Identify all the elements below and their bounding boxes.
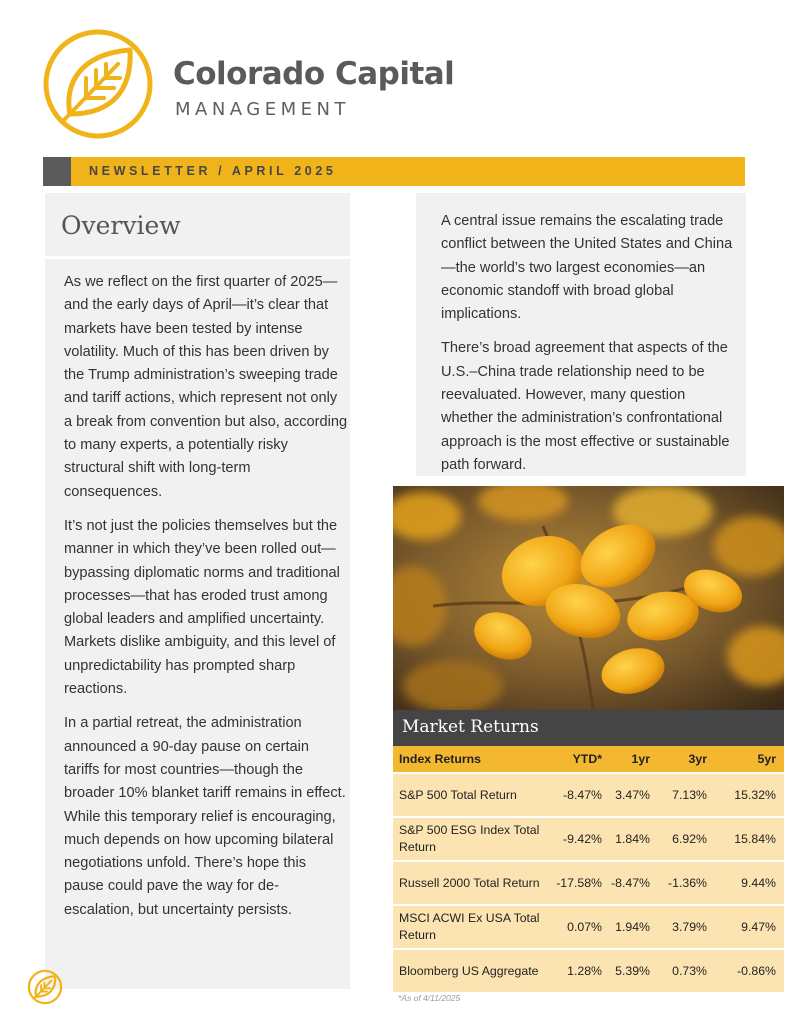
return-value: -9.42% [553,817,610,861]
return-value: 1.28% [553,949,610,993]
index-name: Russell 2000 Total Return [393,861,553,905]
return-value: 0.07% [553,905,610,949]
overview-text [64,271,348,933]
table-row [393,905,784,949]
market-returns-table [393,746,784,994]
return-value: -0.86% [715,949,784,993]
return-value: -8.47% [553,773,610,817]
trade-paragraph: There’s broad agreement that aspects of the U.S.–China trade relationship need to be reevaluated. However, many question whether the administration’s confrontational approach is the most effective or sustainable path forward. [441,340,730,473]
return-value: -8.47% [610,861,658,905]
trade-text [441,210,741,488]
column-header: 5yr [715,746,784,773]
overview-paragraph: In a partial retreat, the administration announced a 90-day pause on certain tariffs for most countries—though the broader 10% blanket tariff remains in effect. While this temporary relief is encouraging, much depends on how upcoming bilateral negotiations unfold. There’s hope this pause could pave the way for de-escalation, but uncertainty persists. [64,715,346,918]
return-value: 3.47% [610,773,658,817]
market-returns-title: Market Returns [402,717,539,737]
index-name: S&P 500 Total Return [393,773,553,817]
leaf-logo-icon [42,28,154,140]
brand-name: Colorado Capital [173,56,455,92]
column-header: 3yr [658,746,715,773]
column-header: YTD* [553,746,610,773]
index-name: S&P 500 ESG Index Total Return [393,817,553,861]
returns-footnote: *As of 4/11/2025 [398,993,461,1003]
return-value: 7.13% [658,773,715,817]
overview-paragraph: It’s not just the policies themselves but the manner in which they’ve been rolled out—bypassing diplomatic norms and traditional processes—that has eroded trust among global leaders and amplified uncertainty. Markets dislike ambiguity, and this level of unpredictability has prompted sharp reactions. [64,517,340,698]
brand-subtitle: MANAGEMENT [175,99,350,120]
table-row [393,861,784,905]
autumn-leaves-photo [393,486,784,710]
table-row [393,773,784,817]
table-row [393,949,784,993]
index-name: MSCI ACWI Ex USA Total Return [393,905,553,949]
newsletter-label: NEWSLETTER / APRIL 2025 [89,164,337,178]
return-value: 15.84% [715,817,784,861]
newsletter-bar-accent [43,157,71,186]
return-value: 3.79% [658,905,715,949]
overview-paragraph: As we reflect on the first quarter of 2025—and the early days of April—it’s clear that markets have been tested by intense volatility. Much of this has been driven by the Trump administration’s sweeping trade and tariff actions, which represent not only a break from convention but also, according to many experts, a potentially risky structural shift with long-term consequences. [64,274,348,500]
return-value: 9.47% [715,905,784,949]
column-header: 1yr [610,746,658,773]
return-value: -1.36% [658,861,715,905]
market-returns-header [393,710,784,746]
newsletter-bar [43,157,745,186]
trade-paragraph: A central issue remains the escalating trade conflict between the United States and China—the world’s two largest economies—an economic standoff with broad global implications. [441,213,733,323]
column-header: Index Returns [393,746,553,773]
index-name: Bloomberg US Aggregate [393,949,553,993]
return-value: 5.39% [610,949,658,993]
return-value: 0.73% [658,949,715,993]
table-header-row [393,746,784,773]
overview-divider [45,256,350,259]
table-row [393,817,784,861]
return-value: 15.32% [715,773,784,817]
leaf-logo-icon [27,969,63,1005]
return-value: 6.92% [658,817,715,861]
return-value: -17.58% [553,861,610,905]
return-value: 9.44% [715,861,784,905]
overview-title: Overview [61,211,181,240]
return-value: 1.84% [610,817,658,861]
return-value: 1.94% [610,905,658,949]
